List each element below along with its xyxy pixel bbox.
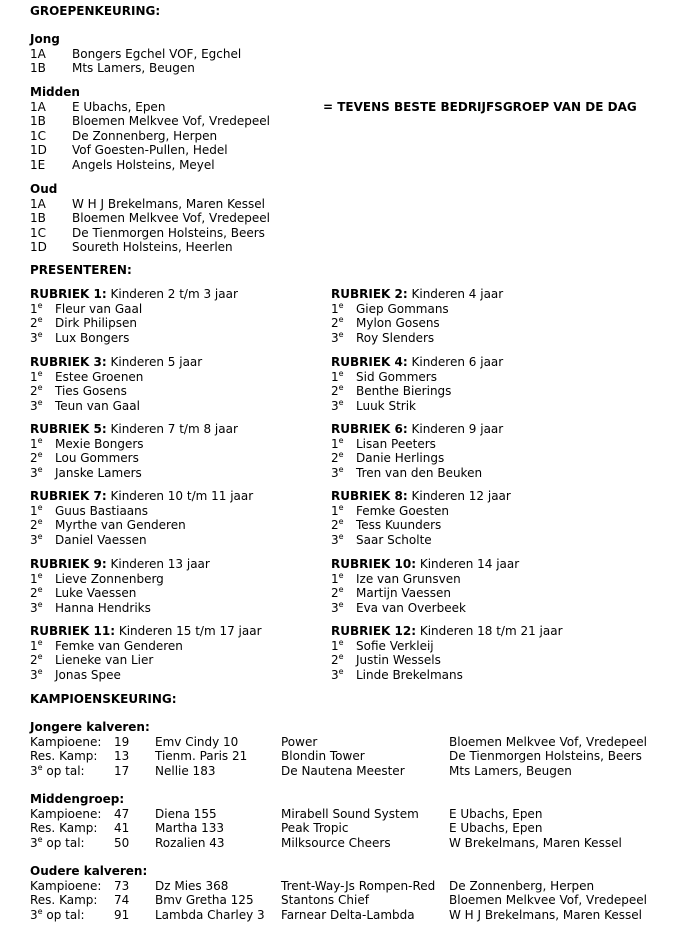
place-number: 3 bbox=[30, 330, 38, 345]
heading-presenteren: PRESENTEREN: bbox=[30, 263, 132, 277]
rubriek-heading bbox=[331, 422, 503, 436]
winner-name: Lieneke van Lier bbox=[55, 653, 154, 668]
catalog-number: 13 bbox=[114, 749, 130, 764]
place-number: 2 bbox=[331, 518, 339, 533]
rubriek-block bbox=[331, 624, 631, 684]
group-entry-code: 1B bbox=[30, 211, 46, 226]
sire-name: Blondin Tower bbox=[281, 749, 365, 764]
rubriek-label: RUBRIEK 9: bbox=[30, 557, 107, 571]
group-entry-name: W H J Brekelmans, Maren Kessel bbox=[72, 196, 265, 211]
place-number: 1 bbox=[331, 503, 339, 518]
place-number: 2 bbox=[30, 586, 38, 601]
owner-name: E Ubachs, Epen bbox=[449, 821, 543, 836]
place-suffix: e bbox=[338, 502, 344, 512]
rubriek-description: Kinderen 7 t/m 8 jaar bbox=[110, 422, 238, 436]
place-number: 3 bbox=[30, 465, 38, 480]
place-suffix: e bbox=[37, 652, 43, 662]
place-label bbox=[331, 572, 344, 586]
place-number: 3 bbox=[331, 465, 339, 480]
rubriek-description: Kinderen 12 jaar bbox=[411, 489, 511, 503]
place-label bbox=[331, 601, 344, 615]
result-label: Res. Kamp: bbox=[30, 749, 98, 764]
place-label bbox=[30, 639, 43, 653]
place-label bbox=[30, 399, 43, 413]
result-label: Kampioene: bbox=[30, 734, 102, 749]
result-label: Res. Kamp: bbox=[30, 821, 98, 836]
group-title: Jong bbox=[30, 32, 60, 46]
owner-name: Bloemen Melkvee Vof, Vredepeel bbox=[449, 734, 647, 749]
place-label bbox=[30, 653, 43, 667]
winner-name: Giep Gommans bbox=[356, 301, 449, 316]
result-label bbox=[30, 836, 85, 850]
place-suffix: e bbox=[338, 599, 344, 609]
place-suffix: e bbox=[338, 300, 344, 310]
result-label-suffix: e bbox=[37, 906, 43, 916]
place-suffix: e bbox=[37, 383, 43, 393]
winner-name: Fleur van Gaal bbox=[55, 301, 143, 316]
group-entry-code: 1A bbox=[30, 99, 46, 114]
place-suffix: e bbox=[338, 570, 344, 580]
place-number: 2 bbox=[30, 316, 38, 331]
place-number: 2 bbox=[331, 653, 339, 668]
result-label: Kampioene: bbox=[30, 878, 102, 893]
rubriek-block bbox=[331, 287, 631, 347]
winner-name: Luke Vaessen bbox=[55, 586, 137, 601]
place-suffix: e bbox=[338, 517, 344, 527]
rubriek-description: Kinderen 4 jaar bbox=[411, 287, 504, 301]
place-label bbox=[30, 668, 43, 682]
place-suffix: e bbox=[37, 435, 43, 445]
place-suffix: e bbox=[338, 435, 344, 445]
result-label: Res. Kamp: bbox=[30, 893, 98, 908]
place-number: 3 bbox=[30, 667, 38, 682]
place-label bbox=[331, 302, 344, 316]
place-number: 2 bbox=[30, 653, 38, 668]
rubriek-description: Kinderen 15 t/m 17 jaar bbox=[118, 624, 262, 638]
rubriek-block bbox=[331, 489, 631, 549]
group-entry-name: De Zonnenberg, Herpen bbox=[72, 128, 218, 143]
place-label bbox=[30, 384, 43, 398]
winner-name: Daniel Vaessen bbox=[55, 532, 147, 547]
rubriek-heading bbox=[331, 624, 563, 638]
rubriek-description: Kinderen 9 jaar bbox=[411, 422, 504, 436]
group-title: Oud bbox=[30, 182, 58, 196]
place-suffix: e bbox=[37, 637, 43, 647]
winner-name: Lisan Peeters bbox=[356, 436, 436, 451]
place-label bbox=[30, 518, 43, 532]
rubriek-label: RUBRIEK 5: bbox=[30, 422, 107, 436]
winner-name: Teun van Gaal bbox=[55, 398, 140, 413]
animal-name: Lambda Charley 3 bbox=[155, 907, 265, 922]
place-number: 2 bbox=[30, 451, 38, 466]
place-label bbox=[30, 466, 43, 480]
winner-name: Estee Groenen bbox=[55, 369, 144, 384]
rubriek-heading bbox=[30, 355, 202, 369]
place-label bbox=[331, 586, 344, 600]
winner-name: Eva van Overbeek bbox=[356, 600, 466, 615]
place-number: 1 bbox=[30, 369, 38, 384]
owner-name: De Tienmorgen Holsteins, Beers bbox=[449, 749, 642, 764]
place-label bbox=[331, 316, 344, 330]
group-entry-code: 1A bbox=[30, 196, 46, 211]
sire-name: Stantons Chief bbox=[281, 893, 369, 908]
rubriek-block bbox=[30, 557, 330, 617]
place-suffix: e bbox=[338, 450, 344, 460]
kampioen-section-title: Oudere kalveren: bbox=[30, 864, 148, 878]
place-label bbox=[30, 586, 43, 600]
place-number: 2 bbox=[30, 518, 38, 533]
owner-name: W Brekelmans, Maren Kessel bbox=[449, 835, 622, 850]
place-label bbox=[331, 451, 344, 465]
place-suffix: e bbox=[37, 368, 43, 378]
place-number: 1 bbox=[30, 571, 38, 586]
place-suffix: e bbox=[37, 517, 43, 527]
place-number: 2 bbox=[331, 316, 339, 331]
place-label bbox=[331, 533, 344, 547]
place-number: 3 bbox=[30, 600, 38, 615]
winner-name: Tess Kuunders bbox=[356, 518, 442, 533]
rubriek-heading bbox=[30, 624, 262, 638]
winner-name: Lou Gommers bbox=[55, 451, 139, 466]
rubriek-heading bbox=[331, 287, 503, 301]
rubriek-description: Kinderen 13 jaar bbox=[110, 557, 210, 571]
winner-name: Ize van Grunsven bbox=[356, 571, 461, 586]
result-label bbox=[30, 908, 85, 922]
place-label bbox=[30, 437, 43, 451]
kampioen-section-title: Middengroep: bbox=[30, 792, 125, 806]
animal-name: Diena 155 bbox=[155, 806, 217, 821]
place-suffix: e bbox=[338, 652, 344, 662]
place-number: 3 bbox=[331, 667, 339, 682]
owner-name: Mts Lamers, Beugen bbox=[449, 763, 572, 778]
rubriek-block bbox=[30, 624, 330, 684]
rubriek-description: Kinderen 2 t/m 3 jaar bbox=[110, 287, 238, 301]
owner-name: W H J Brekelmans, Maren Kessel bbox=[449, 907, 642, 922]
catalog-number: 73 bbox=[114, 878, 130, 893]
place-suffix: e bbox=[338, 315, 344, 325]
rubriek-label: RUBRIEK 6: bbox=[331, 422, 408, 436]
rubriek-label: RUBRIEK 12: bbox=[331, 624, 417, 638]
place-number: 3 bbox=[30, 532, 38, 547]
place-number: 3 bbox=[331, 532, 339, 547]
winner-name: Guus Bastiaans bbox=[55, 503, 149, 518]
result-label-number: 3 bbox=[30, 763, 38, 778]
place-number: 1 bbox=[331, 369, 339, 384]
place-suffix: e bbox=[37, 397, 43, 407]
place-suffix: e bbox=[338, 637, 344, 647]
place-suffix: e bbox=[37, 450, 43, 460]
sire-name: Mirabell Sound System bbox=[281, 806, 419, 821]
rubriek-description: Kinderen 10 t/m 11 jaar bbox=[110, 489, 254, 503]
winner-name: Ties Gosens bbox=[55, 384, 127, 399]
result-label: Kampioene: bbox=[30, 806, 102, 821]
result-label-text: op tal: bbox=[42, 907, 85, 922]
result-label-number: 3 bbox=[30, 835, 38, 850]
group-entry-code: 1A bbox=[30, 46, 46, 61]
sire-name: De Nautena Meester bbox=[281, 763, 405, 778]
place-suffix: e bbox=[338, 531, 344, 541]
place-label bbox=[331, 384, 344, 398]
place-label bbox=[331, 399, 344, 413]
winner-name: Sid Gommers bbox=[356, 369, 437, 384]
place-number: 1 bbox=[30, 638, 38, 653]
place-label bbox=[30, 572, 43, 586]
winner-name: Sofie Verkleij bbox=[356, 638, 434, 653]
result-label-suffix: e bbox=[37, 762, 43, 772]
place-label bbox=[30, 451, 43, 465]
place-number: 1 bbox=[331, 301, 339, 316]
catalog-number: 47 bbox=[114, 806, 130, 821]
rubriek-block bbox=[331, 355, 631, 415]
place-label bbox=[30, 533, 43, 547]
place-number: 1 bbox=[30, 503, 38, 518]
place-label bbox=[331, 518, 344, 532]
place-label bbox=[331, 437, 344, 451]
winner-name: Jonas Spee bbox=[55, 667, 121, 682]
rubriek-heading bbox=[331, 557, 519, 571]
place-suffix: e bbox=[338, 397, 344, 407]
winner-name: Benthe Bierings bbox=[356, 384, 452, 399]
winner-name: Femke Goesten bbox=[356, 503, 450, 518]
result-label-suffix: e bbox=[37, 834, 43, 844]
owner-name: E Ubachs, Epen bbox=[449, 806, 543, 821]
rubriek-label: RUBRIEK 3: bbox=[30, 355, 107, 369]
place-number: 3 bbox=[331, 600, 339, 615]
winner-name: Tren van den Beuken bbox=[356, 465, 483, 480]
place-label bbox=[30, 316, 43, 330]
place-label bbox=[30, 504, 43, 518]
place-suffix: e bbox=[338, 585, 344, 595]
animal-name: Martha 133 bbox=[155, 821, 225, 836]
place-suffix: e bbox=[37, 502, 43, 512]
place-number: 2 bbox=[331, 384, 339, 399]
winner-name: Mexie Bongers bbox=[55, 436, 144, 451]
group-entry-name: De Tienmorgen Holsteins, Beers bbox=[72, 225, 265, 240]
result-label-text: op tal: bbox=[42, 763, 85, 778]
place-label bbox=[30, 331, 43, 345]
rubriek-label: RUBRIEK 8: bbox=[331, 489, 408, 503]
catalog-number: 50 bbox=[114, 835, 130, 850]
rubriek-block bbox=[331, 557, 631, 617]
group-entry-name: Mts Lamers, Beugen bbox=[72, 61, 195, 76]
result-label bbox=[30, 764, 85, 778]
place-suffix: e bbox=[338, 464, 344, 474]
place-suffix: e bbox=[37, 599, 43, 609]
group-entry-name: Angels Holsteins, Meyel bbox=[72, 157, 215, 172]
place-suffix: e bbox=[37, 666, 43, 676]
catalog-number: 91 bbox=[114, 907, 130, 922]
winner-name: Danie Herlings bbox=[356, 451, 445, 466]
winner-name: Janske Lamers bbox=[55, 465, 142, 480]
catalog-number: 74 bbox=[114, 893, 130, 908]
rubriek-description: Kinderen 18 t/m 21 jaar bbox=[419, 624, 563, 638]
place-number: 1 bbox=[30, 301, 38, 316]
place-number: 1 bbox=[331, 638, 339, 653]
rubriek-heading bbox=[30, 489, 253, 503]
rubriek-block bbox=[30, 422, 330, 482]
winner-name: Luuk Strik bbox=[356, 398, 416, 413]
animal-name: Rozalien 43 bbox=[155, 835, 225, 850]
place-suffix: e bbox=[37, 300, 43, 310]
place-label bbox=[331, 504, 344, 518]
place-suffix: e bbox=[338, 666, 344, 676]
place-label bbox=[30, 370, 43, 384]
heading-kampioenskeuring: KAMPIOENSKEURING: bbox=[30, 692, 177, 706]
rubriek-label: RUBRIEK 7: bbox=[30, 489, 107, 503]
best-group-note: = TEVENS BESTE BEDRIJFSGROEP VAN DE DAG bbox=[323, 99, 637, 114]
rubriek-heading bbox=[331, 355, 503, 369]
rubriek-block bbox=[30, 287, 330, 347]
winner-name: Hanna Hendriks bbox=[55, 600, 151, 615]
winner-name: Mylon Gosens bbox=[356, 316, 440, 331]
place-suffix: e bbox=[37, 464, 43, 474]
place-number: 3 bbox=[30, 398, 38, 413]
rubriek-block bbox=[30, 355, 330, 415]
group-entry-name: Vof Goesten-Pullen, Hedel bbox=[72, 143, 228, 158]
animal-name: Nellie 183 bbox=[155, 763, 216, 778]
owner-name: Bloemen Melkvee Vof, Vredepeel bbox=[449, 893, 647, 908]
place-suffix: e bbox=[338, 383, 344, 393]
catalog-number: 41 bbox=[114, 821, 130, 836]
place-label bbox=[331, 653, 344, 667]
place-number: 1 bbox=[30, 436, 38, 451]
winner-name: Roy Slenders bbox=[356, 330, 435, 345]
owner-name: De Zonnenberg, Herpen bbox=[449, 878, 595, 893]
rubriek-description: Kinderen 14 jaar bbox=[419, 557, 520, 571]
rubriek-heading bbox=[30, 422, 238, 436]
group-entry-code: 1C bbox=[30, 128, 47, 143]
group-entry-code: 1B bbox=[30, 61, 46, 76]
kampioen-section-title: Jongere kalveren: bbox=[30, 720, 150, 734]
winner-name: Linde Brekelmans bbox=[356, 667, 463, 682]
place-suffix: e bbox=[37, 531, 43, 541]
winner-name: Saar Scholte bbox=[356, 532, 432, 547]
place-label bbox=[331, 668, 344, 682]
rubriek-label: RUBRIEK 11: bbox=[30, 624, 116, 638]
place-number: 1 bbox=[331, 436, 339, 451]
rubriek-heading bbox=[30, 287, 238, 301]
heading-groepenkeuring: GROEPENKEURING: bbox=[30, 4, 161, 18]
sire-name: Peak Tropic bbox=[281, 821, 349, 836]
group-entry-code: 1D bbox=[30, 143, 47, 158]
sire-name: Power bbox=[281, 734, 318, 749]
place-suffix: e bbox=[37, 585, 43, 595]
catalog-number: 19 bbox=[114, 734, 130, 749]
group-entry-name: Bloemen Melkvee Vof, Vredepeel bbox=[72, 211, 270, 226]
group-entry-code: 1C bbox=[30, 225, 47, 240]
group-entry-name: Bloemen Melkvee Vof, Vredepeel bbox=[72, 114, 270, 129]
group-entry-name: E Ubachs, Epen bbox=[72, 99, 166, 114]
animal-name: Bmv Gretha 125 bbox=[155, 893, 254, 908]
result-label-number: 3 bbox=[30, 907, 38, 922]
rubriek-label: RUBRIEK 1: bbox=[30, 287, 107, 301]
rubriek-heading bbox=[30, 557, 210, 571]
rubriek-block bbox=[331, 422, 631, 482]
place-label bbox=[331, 466, 344, 480]
animal-name: Dz Mies 368 bbox=[155, 878, 229, 893]
place-number: 2 bbox=[331, 586, 339, 601]
sire-name: Milksource Cheers bbox=[281, 835, 391, 850]
winner-name: Justin Wessels bbox=[356, 653, 441, 668]
rubriek-heading bbox=[331, 489, 511, 503]
result-label-text: op tal: bbox=[42, 835, 85, 850]
rubriek-label: RUBRIEK 10: bbox=[331, 557, 417, 571]
place-suffix: e bbox=[37, 570, 43, 580]
group-entry-name: Bongers Egchel VOF, Egchel bbox=[72, 46, 242, 61]
place-label bbox=[331, 331, 344, 345]
winner-name: Lux Bongers bbox=[55, 330, 130, 345]
rubriek-block bbox=[30, 489, 330, 549]
sire-name: Farnear Delta-Lambda bbox=[281, 907, 415, 922]
place-number: 3 bbox=[331, 330, 339, 345]
catalog-number: 17 bbox=[114, 763, 130, 778]
place-number: 2 bbox=[331, 451, 339, 466]
animal-name: Tienm. Paris 21 bbox=[155, 749, 248, 764]
place-label bbox=[331, 639, 344, 653]
place-number: 1 bbox=[331, 571, 339, 586]
rubriek-description: Kinderen 6 jaar bbox=[411, 355, 504, 369]
place-label bbox=[30, 302, 43, 316]
winner-name: Femke van Genderen bbox=[55, 638, 183, 653]
group-entry-name: Soureth Holsteins, Heerlen bbox=[72, 240, 233, 255]
place-suffix: e bbox=[37, 315, 43, 325]
group-entry-code: 1B bbox=[30, 114, 46, 129]
place-suffix: e bbox=[338, 368, 344, 378]
rubriek-label: RUBRIEK 4: bbox=[331, 355, 408, 369]
group-entry-code: 1E bbox=[30, 157, 46, 172]
winner-name: Lieve Zonnenberg bbox=[55, 571, 164, 586]
animal-name: Emv Cindy 10 bbox=[155, 734, 239, 749]
winner-name: Martijn Vaessen bbox=[356, 586, 451, 601]
group-entry-code: 1D bbox=[30, 240, 47, 255]
place-number: 3 bbox=[331, 398, 339, 413]
place-suffix: e bbox=[37, 329, 43, 339]
rubriek-label: RUBRIEK 2: bbox=[331, 287, 408, 301]
place-number: 2 bbox=[30, 384, 38, 399]
winner-name: Myrthe van Genderen bbox=[55, 518, 186, 533]
winner-name: Dirk Philipsen bbox=[55, 316, 137, 331]
group-title: Midden bbox=[30, 85, 80, 99]
sire-name: Trent-Way-Js Rompen-Red bbox=[281, 878, 436, 893]
rubriek-description: Kinderen 5 jaar bbox=[110, 355, 203, 369]
place-suffix: e bbox=[338, 329, 344, 339]
place-label bbox=[30, 601, 43, 615]
place-label bbox=[331, 370, 344, 384]
